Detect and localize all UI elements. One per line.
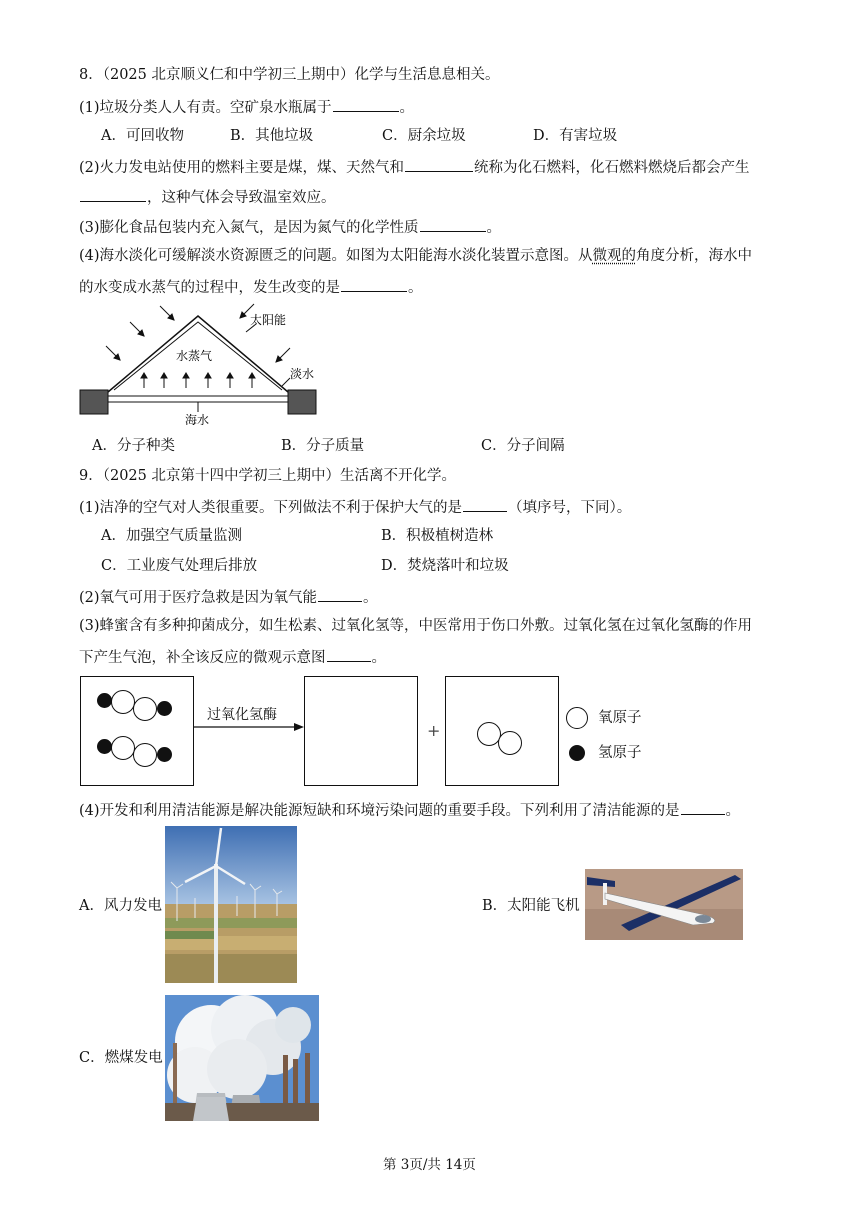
q9-part4-text: (4)开发和利用清洁能源是解决能源短缺和环境污染问题的重要手段。下列利用了清洁能源的是 — [79, 803, 680, 819]
answer-blank[interactable] — [681, 800, 725, 815]
q8-part3 — [79, 217, 501, 237]
answer-blank[interactable] — [405, 157, 473, 172]
hydrogen-atom — [97, 693, 112, 708]
q8-part2-text: ，这种气体会导致温室效应。 — [147, 190, 336, 206]
option-a[interactable]: A．风力发电 — [79, 898, 162, 914]
hydrogen-atom — [157, 747, 172, 762]
legend-oxygen-label: 氧原子 — [598, 710, 642, 726]
q8-part4-text: 角度分析，海水中 — [636, 248, 753, 264]
q9-part3-cont — [79, 647, 386, 667]
arrow-label: 过氧化氢酶 — [207, 707, 277, 723]
punct: 。 — [363, 590, 378, 606]
q9-part3-text: 下产生气泡，补全该反应的微观示意图 — [79, 650, 326, 666]
answer-blank[interactable] — [80, 187, 146, 202]
q8-part2-text: (2)火力发电站使用的燃料主要是煤，煤、天然气和 — [79, 160, 405, 176]
plus-sign: + — [427, 721, 441, 740]
option-b[interactable]: B．积极植树造林 — [381, 528, 494, 544]
punct: 。 — [408, 280, 423, 296]
q8-part2 — [79, 157, 750, 177]
answer-blank[interactable] — [420, 217, 486, 232]
q8-part2-text: 统称为化石燃料，化石燃料燃烧后都会产生 — [474, 160, 750, 176]
option-a[interactable]: A．加强空气质量监测 — [101, 528, 242, 544]
page-footer: 第 3页/共 14页 — [383, 1157, 476, 1173]
q8-part1 — [79, 97, 414, 117]
product-box-blank[interactable] — [304, 676, 418, 786]
q8-part4-text: (4)海水淡化可缓解淡水资源匮乏的问题。如图为太阳能海水淡化装置示意图。从 — [79, 248, 593, 264]
q8-stem: 8．（2025 北京顺义仁和中学初三上期中）化学与生活息息相关。 — [79, 67, 500, 83]
q9-part1 — [79, 497, 631, 517]
answer-blank[interactable] — [327, 647, 371, 662]
q9-part1-text: （填序号，下同）。 — [508, 500, 632, 516]
right-support — [288, 390, 316, 414]
q8-part4 — [79, 247, 752, 265]
option-d[interactable]: D．有害垃圾 — [533, 128, 618, 144]
option-b[interactable]: B．分子质量 — [281, 438, 365, 454]
q9-part2 — [79, 587, 378, 607]
label-sea: 海水 — [185, 413, 210, 427]
q9-part2-text: (2)氧气可用于医疗急救是因为氧气能 — [79, 590, 318, 606]
label-vapor: 水蒸气 — [176, 349, 213, 363]
oxygen-atom — [133, 743, 157, 767]
legend-hydrogen-icon — [569, 745, 585, 761]
label-sun: 太阳能 — [250, 313, 287, 327]
answer-blank[interactable] — [341, 277, 407, 292]
q8-part1-text: (1)垃圾分类人人有责。空矿泉水瓶属于 — [79, 100, 332, 116]
water-tray — [108, 396, 288, 402]
q8-part3-text: (3)膨化食品包装内充入氮气，是因为氮气的化学性质 — [79, 220, 419, 236]
punct: 。 — [725, 803, 741, 819]
coal-power-photo — [165, 995, 319, 1121]
hydrogen-atom — [97, 739, 112, 754]
option-c[interactable]: C．厨余垃圾 — [382, 128, 466, 144]
punct: 。 — [399, 100, 415, 116]
left-support — [80, 390, 108, 414]
option-a[interactable]: A．分子种类 — [92, 438, 175, 454]
label-fresh: 淡水 — [290, 367, 315, 381]
desalination-figure — [78, 302, 328, 432]
reaction-arrow — [194, 721, 304, 733]
emphasis-text: 微观的 — [592, 248, 637, 264]
q9-part3: (3)蜂蜜含有多种抑菌成分，如生松素、过氧化氢等，中医常用于伤口外敷。过氧化氢在过氧化氢酶的作用 — [79, 618, 753, 634]
oxygen-molecule-box — [445, 676, 559, 786]
oxygen-atom — [498, 731, 522, 755]
fresh-pointer — [282, 378, 290, 386]
option-c[interactable]: C．分子间隔 — [481, 438, 565, 454]
option-b[interactable]: B．其他垃圾 — [230, 128, 314, 144]
q8-part2-cont — [79, 187, 336, 207]
solar-plane-photo — [585, 869, 743, 940]
option-d[interactable]: D．焚烧落叶和垃圾 — [381, 558, 509, 574]
q9-part1-text: (1)洁净的空气对人类很重要。下列做法不利于保护大气的是 — [79, 500, 463, 516]
reactant-box — [80, 676, 194, 786]
punct: 。 — [371, 650, 386, 666]
q8-part4-text: 的水变成水蒸气的过程中，发生改变的是 — [79, 280, 340, 296]
option-c[interactable]: C．燃煤发电 — [79, 1050, 163, 1066]
oxygen-atom — [111, 690, 135, 714]
q8-part4-cont — [79, 277, 423, 297]
legend-oxygen-icon — [566, 707, 588, 729]
answer-blank[interactable] — [318, 587, 362, 602]
oxygen-atom — [133, 697, 157, 721]
q9-stem: 9．（2025 北京第十四中学初三上期中）生活离不开化学。 — [79, 468, 456, 484]
q9-part4 — [79, 800, 740, 820]
wind-power-photo — [165, 826, 297, 983]
hydrogen-atom — [157, 701, 172, 716]
option-c[interactable]: C．工业废气处理后排放 — [101, 558, 258, 574]
vapor-arrows — [141, 373, 255, 388]
answer-blank[interactable] — [333, 97, 399, 112]
oxygen-atom — [111, 736, 135, 760]
option-b[interactable]: B．太阳能飞机 — [482, 898, 580, 914]
answer-blank[interactable] — [463, 497, 507, 512]
legend-hydrogen-label: 氢原子 — [598, 745, 642, 761]
option-a[interactable]: A．可回收物 — [101, 128, 184, 144]
punct: 。 — [486, 220, 502, 236]
